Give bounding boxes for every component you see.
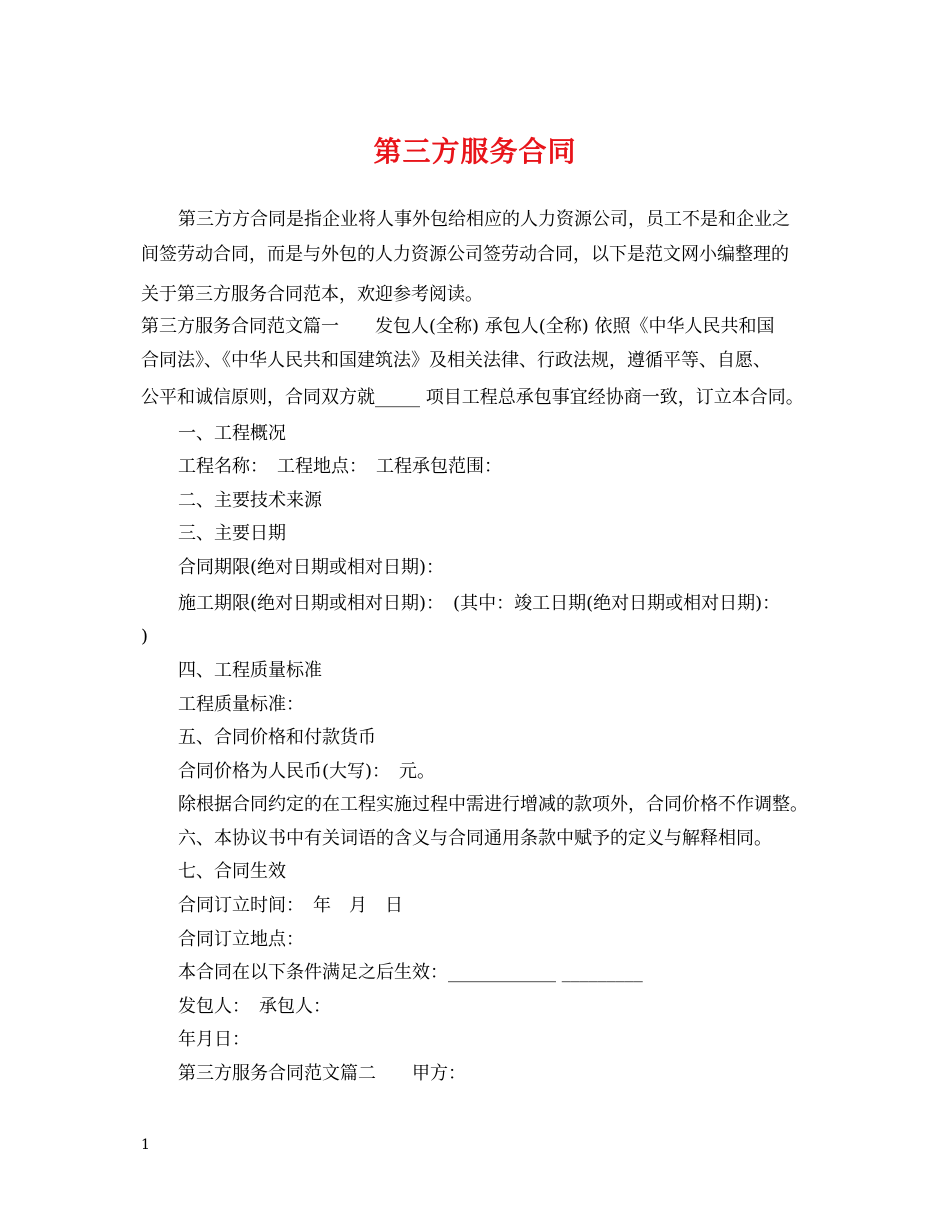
paragraph-line: 工程名称： 工程地点： 工程承包范围：	[178, 456, 502, 477]
paragraph-line: 除根据合同约定的在工程实施过程中需进行增减的款项外，合同价格不作调整。	[178, 794, 808, 815]
section-heading: 五、合同价格和付款货币	[178, 727, 376, 748]
paragraph-line: 第三方服务合同范文篇一 发包人(全称) 承包人(全称) 依照《中华人民共和国	[141, 316, 775, 337]
section-heading: 七、合同生效	[178, 861, 286, 882]
section-heading: 一、工程概况	[178, 423, 286, 444]
paragraph-line: 工程质量标准：	[178, 694, 304, 715]
paragraph-line: 合同期限(绝对日期或相对日期)：	[178, 557, 445, 578]
paragraph-line: 合同订立时间： 年 月 日	[178, 895, 403, 916]
section-heading: 三、主要日期	[178, 523, 286, 544]
paragraph-line: 年月日：	[178, 1029, 250, 1050]
paragraph-line: 关于第三方服务合同范本，欢迎参考阅读。	[141, 284, 483, 305]
paragraph-line: 合同法》、《中华人民共和国建筑法》及相关法律、行政法规，遵循平等、自愿、	[141, 350, 771, 371]
paragraph-line: 合同订立地点：	[178, 929, 304, 950]
paragraph-line: 第三方方合同是指企业将人事外包给相应的人力资源公司，员工不是和企业之	[178, 209, 790, 230]
section-heading: 六、本协议书中有关词语的含义与合同通用条款中赋予的定义与解释相同。	[178, 828, 772, 849]
page-number: 1	[141, 1137, 150, 1153]
paragraph-line: )	[141, 626, 149, 647]
paragraph-line: 第三方服务合同范文篇二 甲方：	[178, 1063, 466, 1084]
section-heading: 四、工程质量标准	[178, 660, 322, 681]
paragraph-line: 公平和诚信原则，合同双方就_____ 项目工程总承包事宜经协商一致，订立本合同。	[141, 387, 804, 408]
paragraph-line: 本合同在以下条件满足之后生效：____________ _________	[178, 962, 643, 983]
paragraph-line: 合同价格为人民币(大写)： 元。	[178, 761, 436, 782]
paragraph-line: 发包人： 承包人：	[178, 996, 331, 1017]
section-heading: 二、主要技术来源	[178, 490, 322, 511]
document-title: 第三方服务合同	[373, 135, 577, 168]
paragraph-line: 间签劳动合同，而是与外包的人力资源公司签劳动合同，以下是范文网小编整理的	[141, 244, 789, 265]
paragraph-line: 施工期限(绝对日期或相对日期)： (其中：竣工日期(绝对日期或相对日期)：	[178, 593, 781, 614]
